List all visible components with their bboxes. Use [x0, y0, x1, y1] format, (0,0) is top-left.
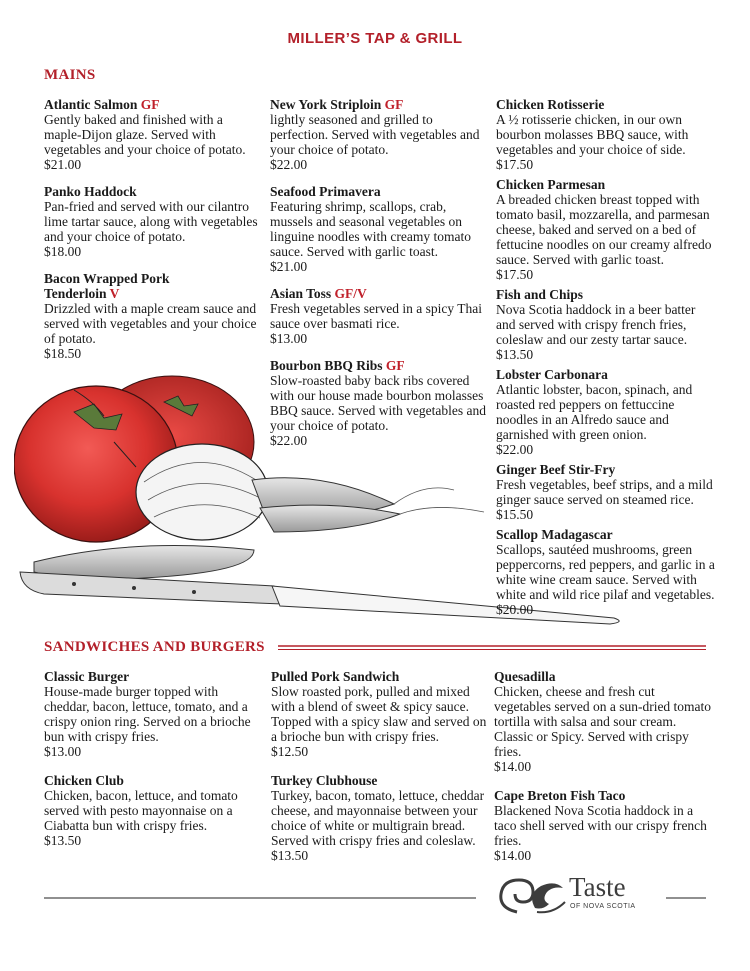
item-name: Panko Haddock [44, 184, 137, 199]
item-price: $22.00 [270, 433, 308, 448]
item-name: Atlantic Salmon [44, 97, 138, 112]
item-price: $14.00 [494, 759, 532, 774]
item-price: $18.50 [44, 346, 82, 361]
item-name: Bourbon BBQ Ribs [270, 358, 383, 373]
mains-column-3 [496, 97, 718, 617]
menu-item [270, 358, 488, 448]
swirl-logo-icon [497, 872, 569, 916]
menu-item [496, 287, 718, 362]
section-title-mains: MAINS [44, 67, 96, 83]
item-price: $13.00 [270, 331, 308, 346]
dietary-tag: GF/V [334, 286, 367, 301]
menu-item [44, 773, 262, 848]
item-price: $21.00 [270, 259, 308, 274]
dietary-tag: GF [384, 97, 404, 112]
menu-item [496, 97, 718, 172]
item-description: Chicken, cheese and fresh cut vegetables served on a sun-dried tomato tortilla with salsa and sour cream. Classic or Spicy. Served with crispy fries. [494, 684, 712, 759]
item-name: Seafood Primavera [270, 184, 381, 199]
menu-item [44, 271, 262, 361]
item-description: Fresh vegetables served in a spicy Thai sauce over basmati rice. [270, 301, 482, 331]
sandwiches-column-2 [271, 669, 489, 875]
menu-item [270, 286, 488, 346]
menu-item [271, 669, 489, 759]
item-name: Chicken Club [44, 773, 124, 788]
item-price: $22.00 [270, 157, 308, 172]
item-name: Scallop Madagascar [496, 527, 613, 542]
item-price: $12.50 [271, 744, 309, 759]
item-description: Featuring shrimp, scallops, crab, mussels and seasonal vegetables on linguine noodles with creamy tomato sauce. Served with garlic toast. [270, 199, 471, 259]
item-name: Pulled Pork Sandwich [271, 669, 400, 684]
item-name: Turkey Clubhouse [271, 773, 378, 788]
menu-item [270, 97, 488, 172]
item-name: Bacon Wrapped Pork Tenderloin [44, 271, 170, 301]
item-name: Classic Burger [44, 669, 130, 684]
item-description: Pan-fried and served with our cilantro lime tartar sauce, along with vegetables and your choice of potato. [44, 199, 258, 244]
logo-wordmark: Taste [569, 872, 626, 902]
dietary-tag: V [109, 286, 120, 301]
dietary-tag: GF [140, 97, 160, 112]
item-name: Cape Breton Fish Taco [494, 788, 626, 803]
item-price: $13.50 [271, 848, 309, 863]
footer-rule-left [44, 897, 476, 899]
item-name: Quesadilla [494, 669, 556, 684]
dietary-tag: GF [385, 358, 405, 373]
logo-subtitle: OF NOVA SCOTIA [570, 903, 636, 910]
menu-item [496, 527, 718, 617]
item-description: Gently baked and finished with a maple-Dijon glaze. Served with vegetables and your choice of potato. [44, 112, 246, 157]
sandwiches-column-1 [44, 669, 262, 860]
item-name: Chicken Parmesan [496, 177, 606, 192]
item-price: $22.00 [496, 442, 534, 457]
item-description: Atlantic lobster, bacon, spinach, and roasted red peppers on fettuccine noodles in an Alfredo sauce and garnished with green onion. [496, 382, 693, 442]
item-price: $13.50 [496, 347, 534, 362]
section-title-sandwiches: SANDWICHES AND BURGERS [44, 639, 265, 655]
menu-item [496, 462, 718, 522]
footer-rule-right [666, 897, 706, 899]
sandwiches-column-3 [494, 669, 712, 875]
item-description: Drizzled with a maple cream sauce and served with vegetables and your choice of potato. [44, 301, 257, 346]
menu-item [494, 788, 712, 863]
mains-column-2 [270, 97, 488, 460]
item-name: Asian Toss [270, 286, 332, 301]
restaurant-name: MILLER’S TAP & GRILL [287, 30, 463, 47]
section-divider-rule [278, 644, 706, 652]
item-name: Chicken Rotisserie [496, 97, 605, 112]
item-price: $17.50 [496, 157, 534, 172]
item-price: $13.00 [44, 744, 82, 759]
item-name: New York Striploin [270, 97, 382, 112]
item-price: $14.00 [494, 848, 532, 863]
item-description: A breaded chicken breast topped with tomato basil, mozzarella, and parmesan cheese, baked and served on a bed of fettucine noodles on our creamy alfredo sauce. Served with garlic toast. [496, 192, 712, 267]
item-description: lightly seasoned and grilled to perfection. Served with vegetables and your choice of potato. [270, 112, 480, 157]
taste-of-nova-scotia-logo [497, 872, 657, 916]
item-price: $18.00 [44, 244, 82, 259]
menu-item [44, 669, 262, 759]
menu-item [44, 97, 262, 172]
mains-column-1 [44, 97, 262, 373]
menu-item [494, 669, 712, 774]
item-description: Blackened Nova Scotia haddock in a taco shell served with our crispy french fries. [494, 803, 707, 848]
item-description: House-made burger topped with cheddar, bacon, lettuce, tomato, and a crispy onion ring. Served on a brioche bun with crispy fries. [44, 684, 251, 744]
item-price: $17.50 [496, 267, 534, 282]
item-description: Nova Scotia haddock in a beer batter and served with crispy french fries, coleslaw and our zesty tartar sauce. [496, 302, 696, 347]
item-description: Fresh vegetables, beef strips, and a mild ginger sauce served on steamed rice. [496, 477, 713, 507]
item-price: $20.00 [496, 602, 534, 617]
item-description: Scallops, sautéed mushrooms, green peppercorns, red peppers, and garlic in a white wine cream sauce. Served with white and wild rice pilaf and vegetables. [496, 542, 715, 602]
item-price: $15.50 [496, 507, 534, 522]
item-description: Chicken, bacon, lettuce, and tomato served with pesto mayonnaise on a Ciabatta bun with crispy fries. [44, 788, 238, 833]
item-description: Turkey, bacon, tomato, lettuce, cheddar cheese, and mayonnaise between your choice of white or multigrain bread. Served with crispy fries and coleslaw. [271, 788, 485, 848]
item-price: $13.50 [44, 833, 82, 848]
menu-item [496, 177, 718, 282]
item-description: Slow roasted pork, pulled and mixed with a blend of sweet & spicy sauce. Topped with a spicy slaw and served on a brioche bun with crispy fries. [271, 684, 487, 744]
item-name: Ginger Beef Stir-Fry [496, 462, 616, 477]
menu-item [44, 184, 262, 259]
menu-item [270, 184, 488, 274]
item-description: Slow-roasted baby back ribs covered with our house made bourbon molasses BBQ sauce. Served with vegetables and your choice of potato. [270, 373, 486, 433]
item-description: A ½ rotisserie chicken, in our own bourbon molasses BBQ sauce, with vegetables and your choice of side. [496, 112, 689, 157]
item-name: Lobster Carbonara [496, 367, 608, 382]
item-price: $21.00 [44, 157, 82, 172]
menu-item [271, 773, 489, 863]
item-name: Fish and Chips [496, 287, 584, 302]
menu-item [496, 367, 718, 457]
